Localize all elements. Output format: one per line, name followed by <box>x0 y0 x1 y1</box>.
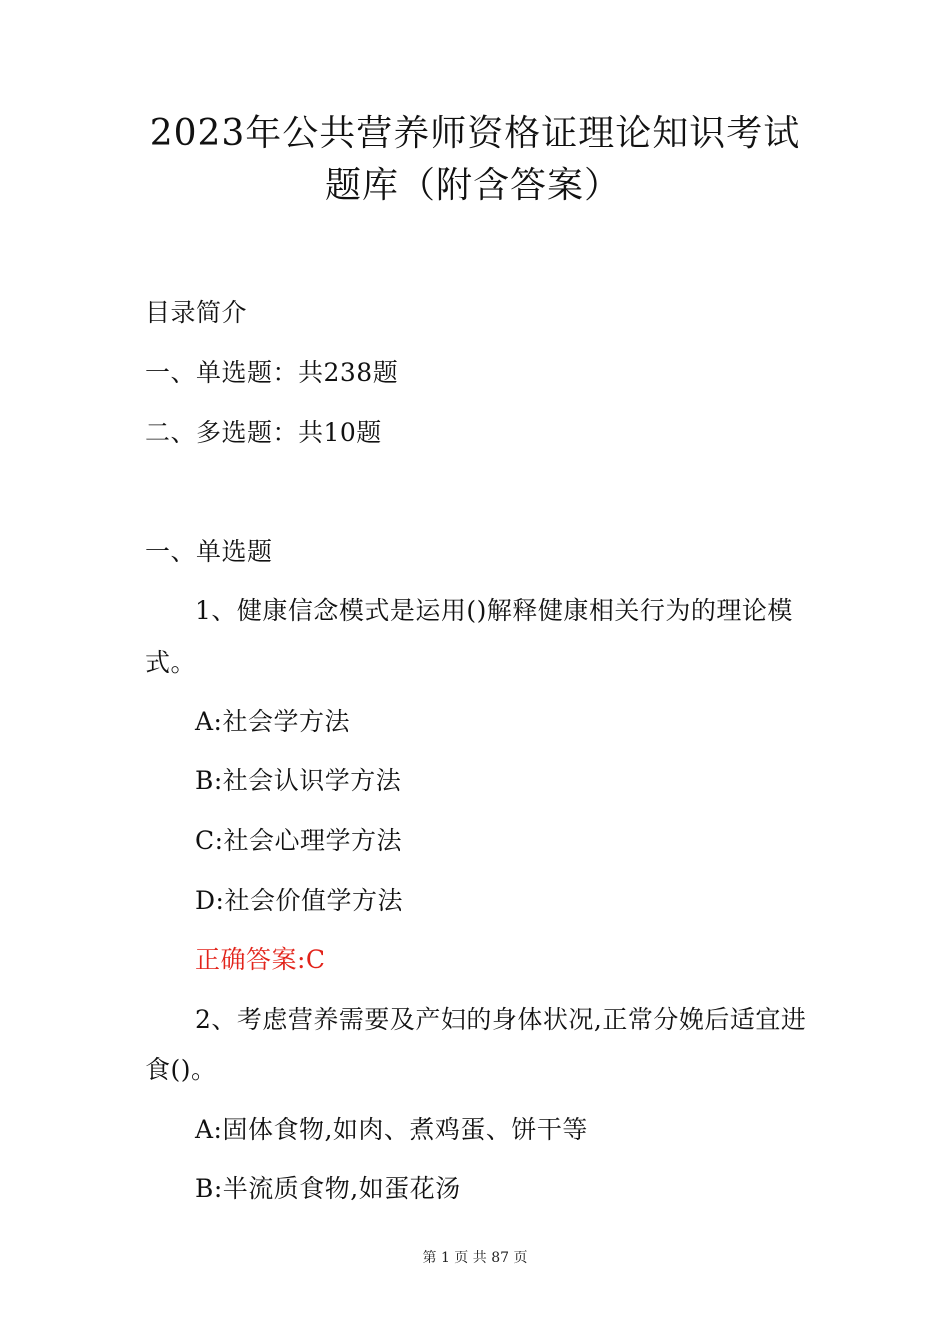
toc-item-single-choice: 一、单选题：共238题 <box>145 358 399 387</box>
question-1-text: 1、健康信念模式是运用()解释健康相关行为的理论模 <box>195 596 793 625</box>
question-1-option-d: D:社会价值学方法 <box>195 886 403 915</box>
toc-item-multiple-choice: 二、多选题：共10题 <box>145 418 382 447</box>
question-1-text-continued: 式。 <box>145 648 197 677</box>
question-1-answer: 正确答案:C <box>195 945 326 974</box>
page-footer: 第 1 页 共 87 页 <box>422 1250 528 1266</box>
document-title-line-1: 2023年公共营养师资格证理论知识考试 <box>149 113 801 154</box>
section-heading: 一、单选题 <box>145 537 273 566</box>
question-1-option-a: A:社会学方法 <box>195 707 350 736</box>
document-title-line-2: 题库（附含答案） <box>324 165 621 206</box>
toc-heading: 目录简介 <box>145 298 248 327</box>
question-2-option-b: B:半流质食物,如蛋花汤 <box>195 1174 461 1203</box>
question-2-text: 2、考虑营养需要及产妇的身体状况,正常分娩后适宜进 <box>195 1005 807 1034</box>
question-2-option-a: A:固体食物,如肉、煮鸡蛋、饼干等 <box>195 1115 588 1144</box>
question-1-option-c: C:社会心理学方法 <box>195 826 403 855</box>
question-2-text-continued: 食()。 <box>145 1055 217 1084</box>
question-1-option-b: B:社会认识学方法 <box>195 766 402 795</box>
